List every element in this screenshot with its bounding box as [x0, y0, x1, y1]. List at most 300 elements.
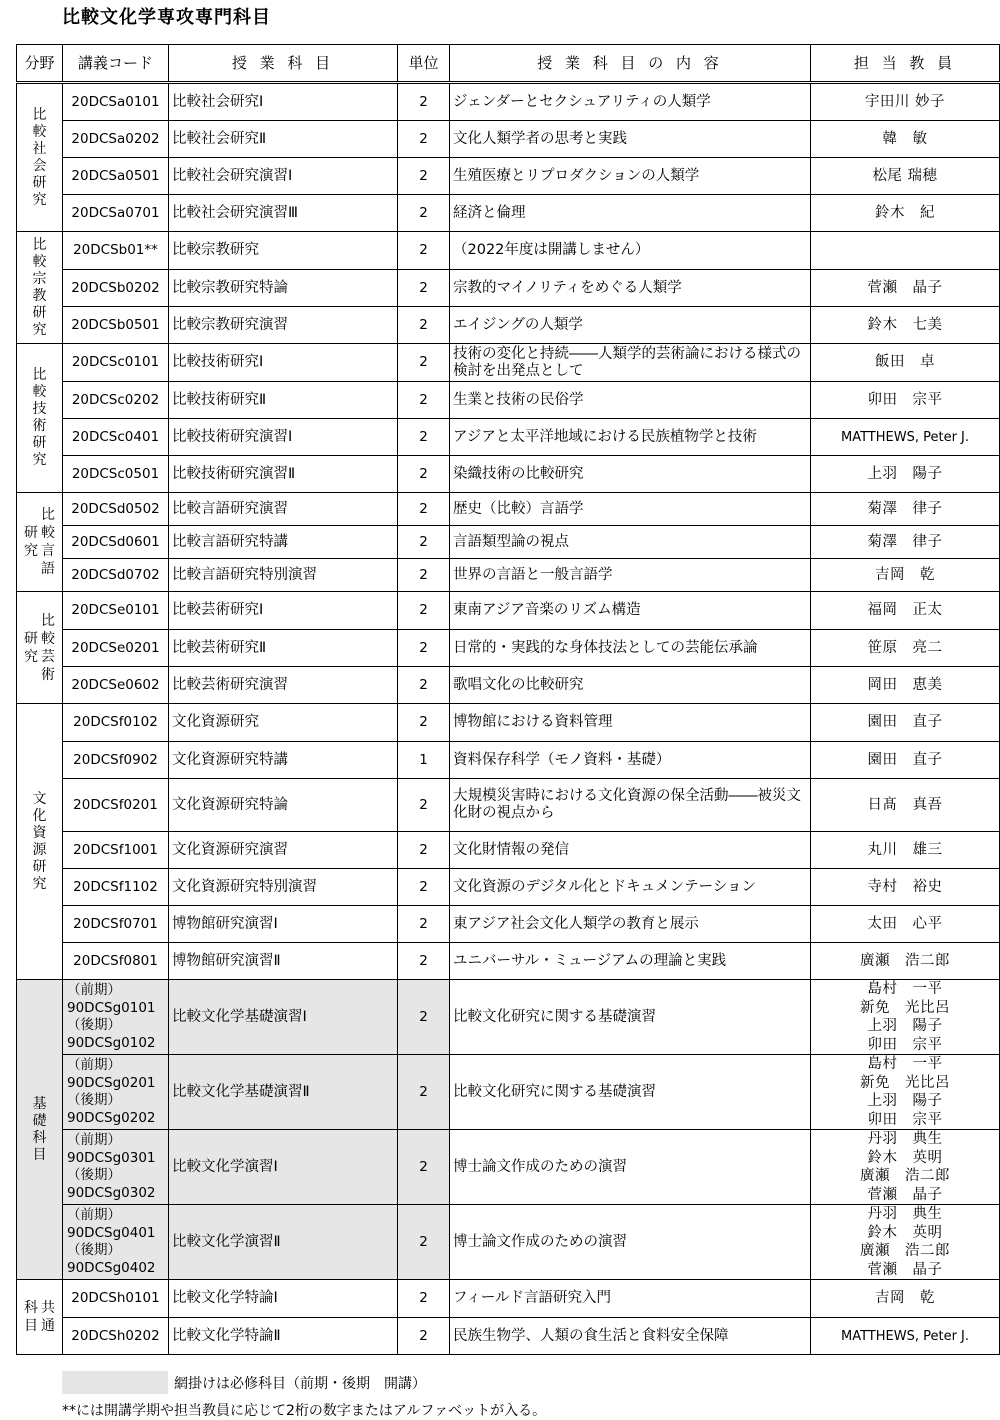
table-row	[17, 456, 1000, 493]
course-teacher	[811, 1318, 1000, 1355]
course-content: 民族生物学、人類の食生活と食料安全保障	[450, 1318, 811, 1355]
course-teacher	[811, 943, 1000, 980]
course-code-line: （前期）	[67, 1207, 121, 1223]
course-content: 宗教的マイノリティをめぐる人類学	[450, 270, 811, 307]
teacher-name: 日髙 真吾	[867, 796, 943, 813]
course-units: 2	[398, 1280, 450, 1318]
table-row	[17, 704, 1000, 742]
course-code-line: 90DCSg0201	[67, 1074, 156, 1091]
teacher-name: 卯田 宗平	[867, 1111, 943, 1128]
course-units: 2	[398, 456, 450, 493]
course-code-line: 20DCSc0101	[71, 354, 160, 370]
course-units: 2	[398, 592, 450, 630]
field-char: 語	[41, 561, 55, 577]
table-row	[17, 158, 1000, 195]
field-char: 通	[41, 1318, 55, 1334]
course-teacher	[811, 493, 1000, 526]
course-code-line: 20DCSa0202	[71, 130, 160, 147]
course-code	[63, 83, 169, 121]
course-code-line: 90DCSg0302	[67, 1184, 156, 1201]
course-units: 2	[398, 559, 450, 592]
course-units: 2	[398, 493, 450, 526]
course-code-line: 20DCSf1102	[73, 878, 158, 895]
course-code-line: 20DCSh0202	[71, 1327, 160, 1344]
course-teacher	[811, 742, 1000, 779]
course-teacher	[811, 906, 1000, 943]
course-code-line: 20DCSc0401	[71, 428, 160, 445]
course-code-line: 20DCSf0102	[73, 714, 158, 730]
course-units: 2	[398, 307, 450, 344]
teacher-name: 岡田 恵美	[867, 676, 943, 693]
course-subject: 文化資源研究特論	[169, 779, 398, 832]
teacher-name: 福岡 正太	[867, 602, 943, 618]
course-content: 歴史（比較）言語学	[450, 493, 811, 526]
course-code-line: （前期）	[67, 1057, 121, 1073]
course-code-line: 20DCSf0701	[73, 915, 158, 932]
table-row	[17, 943, 1000, 980]
header-field: 分野	[17, 45, 63, 83]
teacher-name: 鈴木 紀	[875, 204, 935, 221]
course-teacher	[811, 832, 1000, 869]
header-subject: 授 業 科 目	[169, 45, 398, 83]
course-teacher	[811, 704, 1000, 742]
course-subject: 比較芸術研究Ⅰ	[169, 592, 398, 630]
course-teacher	[811, 83, 1000, 121]
course-subject: 比較芸術研究演習	[169, 667, 398, 704]
course-teacher	[811, 592, 1000, 630]
table-row	[17, 1280, 1000, 1318]
course-code	[63, 559, 169, 592]
course-content: 資料保存科学（モノ資料・基礎）	[450, 742, 811, 779]
course-code	[63, 869, 169, 906]
course-subject: 比較社会研究演習Ⅲ	[169, 195, 398, 232]
header-content: 授 業 科 目 の 内 容	[450, 45, 811, 83]
course-code	[63, 1055, 169, 1130]
table-row	[17, 779, 1000, 832]
field-char	[23, 560, 40, 578]
teacher-name: 寺村 裕史	[867, 878, 943, 895]
course-teacher	[811, 232, 1000, 270]
course-teacher	[811, 158, 1000, 195]
course-code	[63, 382, 169, 419]
course-content: 比較文化研究に関する基礎演習	[450, 980, 811, 1055]
course-subject: 比較宗教研究	[169, 232, 398, 270]
course-code-line: 20DCSf1001	[73, 841, 158, 858]
course-code-line: 20DCSf0902	[73, 751, 158, 768]
teacher-name: 廣瀬 浩二郎	[860, 952, 950, 969]
field-char: 科	[24, 1300, 38, 1316]
course-subject: 比較言語研究特別演習	[169, 559, 398, 592]
table-row	[17, 832, 1000, 869]
teacher-name: 島村 一平	[867, 1056, 943, 1072]
field-cell	[17, 980, 63, 1280]
course-subject: 博物館研究演習Ⅱ	[169, 943, 398, 980]
course-subject: 比較技術研究Ⅱ	[169, 382, 398, 419]
course-code	[63, 592, 169, 630]
course-code	[63, 526, 169, 559]
course-units: 2	[398, 232, 450, 270]
course-units: 2	[398, 1055, 450, 1130]
course-content: 生業と技術の民俗学	[450, 382, 811, 419]
teacher-name: 鈴木 英明	[867, 1149, 943, 1166]
course-code	[63, 1318, 169, 1355]
table-row	[17, 493, 1000, 526]
course-code	[63, 493, 169, 526]
course-subject: 比較言語研究演習	[169, 493, 398, 526]
course-teacher	[811, 1280, 1000, 1318]
course-teacher	[811, 270, 1000, 307]
field-label: 比較社会研究	[32, 106, 47, 208]
course-teacher	[811, 307, 1000, 344]
course-content: アジアと太平洋地域における民族植物学と技術	[450, 419, 811, 456]
course-code-line: 20DCSd0702	[71, 566, 160, 583]
table-row	[17, 526, 1000, 559]
table-row	[17, 195, 1000, 232]
course-code-line: 20DCSb0501	[71, 316, 160, 333]
course-content: エイジングの人類学	[450, 307, 811, 344]
course-subject: 比較文化学特論Ⅱ	[169, 1318, 398, 1355]
table-row	[17, 270, 1000, 307]
course-content: 生殖医療とリプロダクションの人類学	[450, 158, 811, 195]
teacher-name: 鈴木 七美	[867, 316, 943, 333]
course-content: 博士論文作成のための演習	[450, 1205, 811, 1280]
teacher-name: 吉岡 乾	[875, 566, 935, 583]
course-subject: 比較文化学特論Ⅰ	[169, 1280, 398, 1318]
course-code-line: 90DCSg0202	[67, 1109, 156, 1126]
course-subject: 文化資源研究	[169, 704, 398, 742]
course-content: 東アジア社会文化人類学の教育と展示	[450, 906, 811, 943]
teacher-name: 菅瀬 晶子	[867, 279, 943, 296]
table-row	[17, 1205, 1000, 1280]
teacher-name: 飯田 卓	[875, 354, 935, 370]
teacher-name: MATTHEWS, Peter J.	[840, 429, 970, 445]
course-code-line: 20DCSd0601	[71, 533, 160, 550]
course-units: 2	[398, 906, 450, 943]
course-units: 2	[398, 83, 450, 121]
course-units: 2	[398, 270, 450, 307]
course-code-line: 20DCSb0202	[71, 279, 160, 296]
teacher-name: 上羽 陽子	[867, 1018, 943, 1034]
course-code	[63, 779, 169, 832]
course-units: 2	[398, 419, 450, 456]
course-units: 2	[398, 667, 450, 704]
teacher-name: 丹羽 典生	[867, 1131, 943, 1147]
course-content: 経済と倫理	[450, 195, 811, 232]
course-code-line: 20DCSe0101	[71, 602, 160, 618]
course-content: 技術の変化と持続――人類学的芸術論における様式の検討を出発点として	[450, 344, 811, 382]
course-code-line: 20DCSf0201	[73, 796, 158, 813]
teacher-name: 卯田 宗平	[867, 391, 943, 408]
course-code-line: 20DCSe0602	[71, 676, 160, 693]
field-label	[20, 612, 59, 684]
legend-swatch	[62, 1371, 168, 1394]
course-code-line: 20DCSd0502	[71, 500, 160, 517]
course-content: ジェンダーとセクシュアリティの人類学	[450, 83, 811, 121]
field-char: 比	[41, 612, 55, 629]
field-char: 芸	[41, 648, 55, 665]
course-code	[63, 419, 169, 456]
field-char: 言	[41, 543, 55, 559]
course-content: 比較文化研究に関する基礎演習	[450, 1055, 811, 1130]
course-code	[63, 270, 169, 307]
course-content: 博士論文作成のための演習	[450, 1130, 811, 1205]
course-code-line: 20DCSc0501	[71, 465, 160, 482]
course-units: 2	[398, 869, 450, 906]
course-code-line: 90DCSg0401	[67, 1224, 156, 1241]
table-row	[17, 1318, 1000, 1355]
course-teacher	[811, 382, 1000, 419]
course-subject: 比較技術研究演習Ⅰ	[169, 419, 398, 456]
course-teacher	[811, 630, 1000, 667]
field-char: 術	[41, 666, 55, 683]
course-code	[63, 980, 169, 1055]
course-code-line: （後期）	[67, 1092, 121, 1108]
field-char: 研	[24, 525, 38, 541]
table-row	[17, 344, 1000, 382]
course-content: 大規模災害時における文化資源の保全活動――被災文化財の視点から	[450, 779, 811, 832]
field-cell	[17, 592, 63, 704]
field-label: 文化資源研究	[32, 790, 47, 892]
field-char: 究	[24, 648, 38, 665]
course-subject: 文化資源研究特講	[169, 742, 398, 779]
course-content: 歌唱文化の比較研究	[450, 667, 811, 704]
teacher-name: 韓 敏	[882, 130, 928, 147]
teacher-name: 卯田 宗平	[867, 1036, 943, 1053]
field-label	[20, 1299, 59, 1335]
course-code	[63, 943, 169, 980]
teacher-name: 島村 一平	[867, 981, 943, 997]
table-row	[17, 906, 1000, 943]
field-label	[20, 506, 59, 578]
course-teacher	[811, 980, 1000, 1055]
field-char: 比	[41, 507, 55, 523]
field-char: 較	[41, 525, 55, 541]
teacher-name: 新免 光比呂	[860, 999, 950, 1016]
teacher-name: 松尾 瑞穂	[872, 167, 938, 184]
course-units: 2	[398, 779, 450, 832]
course-code	[63, 906, 169, 943]
course-units: 2	[398, 344, 450, 382]
page-title: 比較文化学専攻専門科目	[62, 7, 271, 28]
table-row	[17, 592, 1000, 630]
field-char	[23, 506, 40, 524]
legend-text: 網掛けは必修科目（前期・後期 開講）	[174, 1376, 426, 1392]
table-row	[17, 307, 1000, 344]
course-subject: 比較言語研究特講	[169, 526, 398, 559]
course-subject: 文化資源研究演習	[169, 832, 398, 869]
course-units: 1	[398, 742, 450, 779]
header-code: 講義コード	[63, 45, 169, 83]
course-code-line: 90DCSg0101	[67, 999, 156, 1016]
course-content: 世界の言語と一般言語学	[450, 559, 811, 592]
field-label: 基礎科目	[32, 1095, 47, 1163]
teacher-name: 園田 直子	[867, 751, 943, 768]
course-code	[63, 704, 169, 742]
course-teacher	[811, 869, 1000, 906]
course-code-line: （前期）	[67, 982, 121, 998]
course-teacher	[811, 779, 1000, 832]
teacher-name: MATTHEWS, Peter J.	[840, 1328, 970, 1344]
course-subject: 比較宗教研究演習	[169, 307, 398, 344]
course-subject: 文化資源研究特別演習	[169, 869, 398, 906]
course-teacher	[811, 419, 1000, 456]
teacher-name: 笹原 亮二	[867, 639, 943, 656]
table-row	[17, 869, 1000, 906]
field-cell	[17, 704, 63, 980]
course-code-line: 20DCSa0501	[71, 167, 160, 184]
course-units: 2	[398, 121, 450, 158]
course-teacher	[811, 344, 1000, 382]
course-content: フィールド言語研究入門	[450, 1280, 811, 1318]
course-code	[63, 195, 169, 232]
course-units: 2	[398, 980, 450, 1055]
header-teacher: 担 当 教 員	[811, 45, 1000, 83]
field-cell	[17, 1280, 63, 1355]
table-row	[17, 232, 1000, 270]
course-code-line: 20DCSh0101	[71, 1290, 160, 1306]
course-teacher	[811, 1130, 1000, 1205]
field-cell	[17, 344, 63, 493]
field-cell	[17, 232, 63, 344]
course-content: 言語類型論の視点	[450, 526, 811, 559]
field-cell	[17, 493, 63, 592]
field-char: 共	[41, 1300, 55, 1316]
course-code-line: （後期）	[67, 1242, 121, 1258]
teacher-name: 廣瀬 浩二郎	[860, 1168, 950, 1184]
course-subject: 比較技術研究演習Ⅱ	[169, 456, 398, 493]
course-subject: 比較文化学演習Ⅱ	[169, 1205, 398, 1280]
course-code-line: 90DCSg0402	[67, 1259, 156, 1276]
course-code-line: 20DCSf0801	[73, 952, 158, 969]
course-code-line: 20DCSa0701	[71, 204, 160, 221]
course-code-line: 20DCSe0201	[71, 639, 160, 656]
course-code-line: 20DCSa0101	[71, 93, 160, 110]
course-code-line: 90DCSg0301	[67, 1149, 156, 1166]
course-code	[63, 121, 169, 158]
course-content: 染織技術の比較研究	[450, 456, 811, 493]
teacher-name: 丸川 雄三	[867, 841, 943, 858]
course-teacher	[811, 526, 1000, 559]
table-row	[17, 419, 1000, 456]
field-label: 比較宗教研究	[32, 236, 47, 338]
field-char: 較	[41, 630, 55, 647]
table-row	[17, 121, 1000, 158]
table-row	[17, 1055, 1000, 1130]
course-units: 2	[398, 382, 450, 419]
course-code-line: （後期）	[67, 1017, 121, 1033]
course-teacher	[811, 1205, 1000, 1280]
course-teacher	[811, 559, 1000, 592]
teacher-name: 廣瀬 浩二郎	[860, 1243, 950, 1259]
field-char	[23, 612, 40, 630]
course-units: 2	[398, 943, 450, 980]
course-subject: 比較技術研究Ⅰ	[169, 344, 398, 382]
table-row	[17, 667, 1000, 704]
teacher-name: 園田 直子	[867, 714, 943, 730]
teacher-name: 吉岡 乾	[875, 1290, 935, 1306]
field-char: 研	[24, 630, 38, 647]
table-row	[17, 382, 1000, 419]
course-content: ユニバーサル・ミュージアムの理論と実践	[450, 943, 811, 980]
teacher-name: 菊澤 律子	[867, 533, 943, 550]
teacher-name: 太田 心平	[867, 915, 943, 932]
course-code	[63, 742, 169, 779]
course-code-line: 90DCSg0102	[67, 1034, 156, 1051]
teacher-name: 上羽 陽子	[867, 465, 943, 482]
teacher-name: 上羽 陽子	[867, 1093, 943, 1109]
course-subject: 比較社会研究Ⅰ	[169, 83, 398, 121]
course-code	[63, 832, 169, 869]
course-content: 文化資源のデジタル化とドキュメンテーション	[450, 869, 811, 906]
course-code	[63, 232, 169, 270]
course-content: 文化人類学者の思考と実践	[450, 121, 811, 158]
teacher-name: 宇田川 妙子	[864, 93, 946, 110]
course-code	[63, 667, 169, 704]
course-code	[63, 307, 169, 344]
field-char: 究	[24, 543, 38, 559]
teacher-name: 菊澤 律子	[867, 500, 943, 517]
course-teacher	[811, 121, 1000, 158]
course-content: 東南アジア音楽のリズム構造	[450, 592, 811, 630]
course-code	[63, 1205, 169, 1280]
course-content: （2022年度は開講しません）	[450, 232, 811, 270]
course-code-line: 20DCSb01**	[73, 242, 158, 258]
course-units: 2	[398, 704, 450, 742]
course-code	[63, 158, 169, 195]
course-code	[63, 1130, 169, 1205]
course-subject: 比較社会研究Ⅱ	[169, 121, 398, 158]
teacher-name: 菅瀬 晶子	[867, 1261, 943, 1278]
course-content: 文化財情報の発信	[450, 832, 811, 869]
course-subject: 比較宗教研究特論	[169, 270, 398, 307]
course-subject: 比較社会研究演習Ⅰ	[169, 158, 398, 195]
field-char	[23, 666, 40, 684]
course-content: 日常的・実践的な身体技法としての芸能伝承論	[450, 630, 811, 667]
course-subject: 比較文化学基礎演習Ⅱ	[169, 1055, 398, 1130]
table-row	[17, 742, 1000, 779]
table-body	[17, 83, 1000, 1355]
course-teacher	[811, 1055, 1000, 1130]
course-code	[63, 630, 169, 667]
course-units: 2	[398, 1318, 450, 1355]
table-header-row	[17, 45, 1000, 83]
course-code-line: 20DCSc0202	[71, 391, 160, 408]
table-row	[17, 83, 1000, 121]
course-subject: 比較文化学演習Ⅰ	[169, 1130, 398, 1205]
field-cell	[17, 83, 63, 232]
teacher-name: 丹羽 典生	[867, 1206, 943, 1222]
course-code-line: （後期）	[67, 1167, 121, 1183]
course-units: 2	[398, 195, 450, 232]
course-teacher	[811, 456, 1000, 493]
field-label: 比較技術研究	[32, 367, 47, 468]
table-row	[17, 1130, 1000, 1205]
course-units: 2	[398, 158, 450, 195]
header-units: 単位	[398, 45, 450, 83]
course-table	[16, 44, 1000, 1355]
course-units: 2	[398, 1205, 450, 1280]
table-row	[17, 559, 1000, 592]
course-code	[63, 456, 169, 493]
course-units: 2	[398, 832, 450, 869]
table-row	[17, 630, 1000, 667]
teacher-name: 鈴木 英明	[867, 1224, 943, 1241]
course-subject: 比較芸術研究Ⅱ	[169, 630, 398, 667]
course-units: 2	[398, 526, 450, 559]
footnote: **には開講学期や担当教員に応じて2桁の数字またはアルファベットが入る。	[62, 1403, 547, 1419]
course-units: 2	[398, 630, 450, 667]
course-units: 2	[398, 1130, 450, 1205]
